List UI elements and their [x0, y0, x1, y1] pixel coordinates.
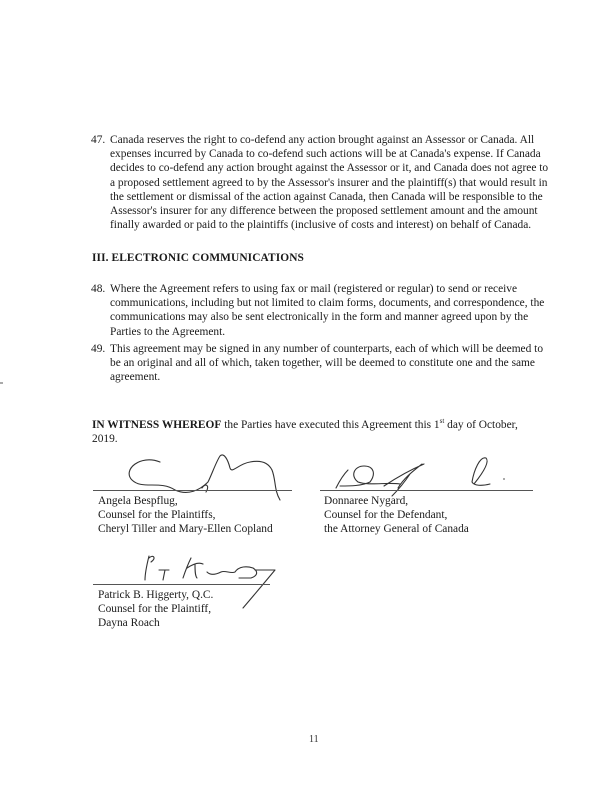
- paragraph-text: Canada reserves the right to co-defend any action brought against an Assessor or Canada. All expenses incurred by Canada to co-defend such actions will be at Canada's expense. If Canada decides to co-defend any action brought against the Assessor or it, and Canada does not agree to a proposed settlement agreed to by the Assessor's insurer and the plaintiff(s) that would result in the settlement or dismissal of the action against Canada, then Canada will be responsible to the Assessor's insurer for any difference between the proposed settlement amount and the amount finally awarded or paid to the plaintiffs (inclusive of costs and interest) on behalf of Canada.: [110, 134, 549, 232]
- paragraph-text: This agreement may be signed in any number of counterparts, each of which will be deemed to be an original and all of which, taken together, will be deemed to constitute one and the same agreement.: [110, 343, 544, 384]
- scan-speck: [503, 478, 505, 480]
- witness-text-end: day of October, 2019.: [92, 419, 518, 446]
- signatory-role: Counsel for the Plaintiffs,: [98, 509, 216, 521]
- scan-speck: [0, 382, 3, 384]
- witness-text: the Parties have executed this Agreement this 1: [221, 419, 440, 431]
- signatory-represents: Dayna Roach: [98, 617, 160, 629]
- paragraph-number: 47.: [91, 134, 106, 146]
- paragraph-48: [91, 282, 551, 339]
- signatory-name: Angela Bespflug,: [98, 495, 178, 507]
- paragraph-47: [91, 133, 551, 232]
- signatory-role: Counsel for the Plaintiff,: [98, 603, 212, 615]
- section-heading: III. ELECTRONIC COMMUNICATIONS: [92, 252, 304, 264]
- paragraph-number: 48.: [91, 283, 106, 295]
- witness-lead: IN WITNESS WHEREOF: [92, 419, 222, 431]
- signatory-name: Donnaree Nygard,: [324, 495, 409, 507]
- signatory-role: Counsel for the Defendant,: [324, 509, 448, 521]
- signature-line: [93, 490, 292, 491]
- signatory-represents: Cheryl Tiller and Mary-Ellen Copland: [98, 523, 273, 535]
- page-number: 11: [309, 734, 319, 745]
- paragraph-text: Where the Agreement refers to using fax or mail (registered or regular) to send or receive communications, including but not limited to claim forms, documents, and correspondence, the communications may also be sent electronically in the form and manner agreed upon by the Parties to the Agreement.: [110, 283, 545, 338]
- paragraph-number: 49.: [91, 343, 106, 355]
- signature-line: [320, 490, 533, 491]
- signatory-name: Patrick B. Higgerty, Q.C.: [98, 589, 214, 601]
- signatory-represents: the Attorney General of Canada: [324, 523, 469, 535]
- paragraph-49: [91, 342, 551, 385]
- witness-clause: [92, 418, 542, 446]
- witness-superscript: st: [439, 417, 445, 426]
- signature-line: [93, 584, 270, 585]
